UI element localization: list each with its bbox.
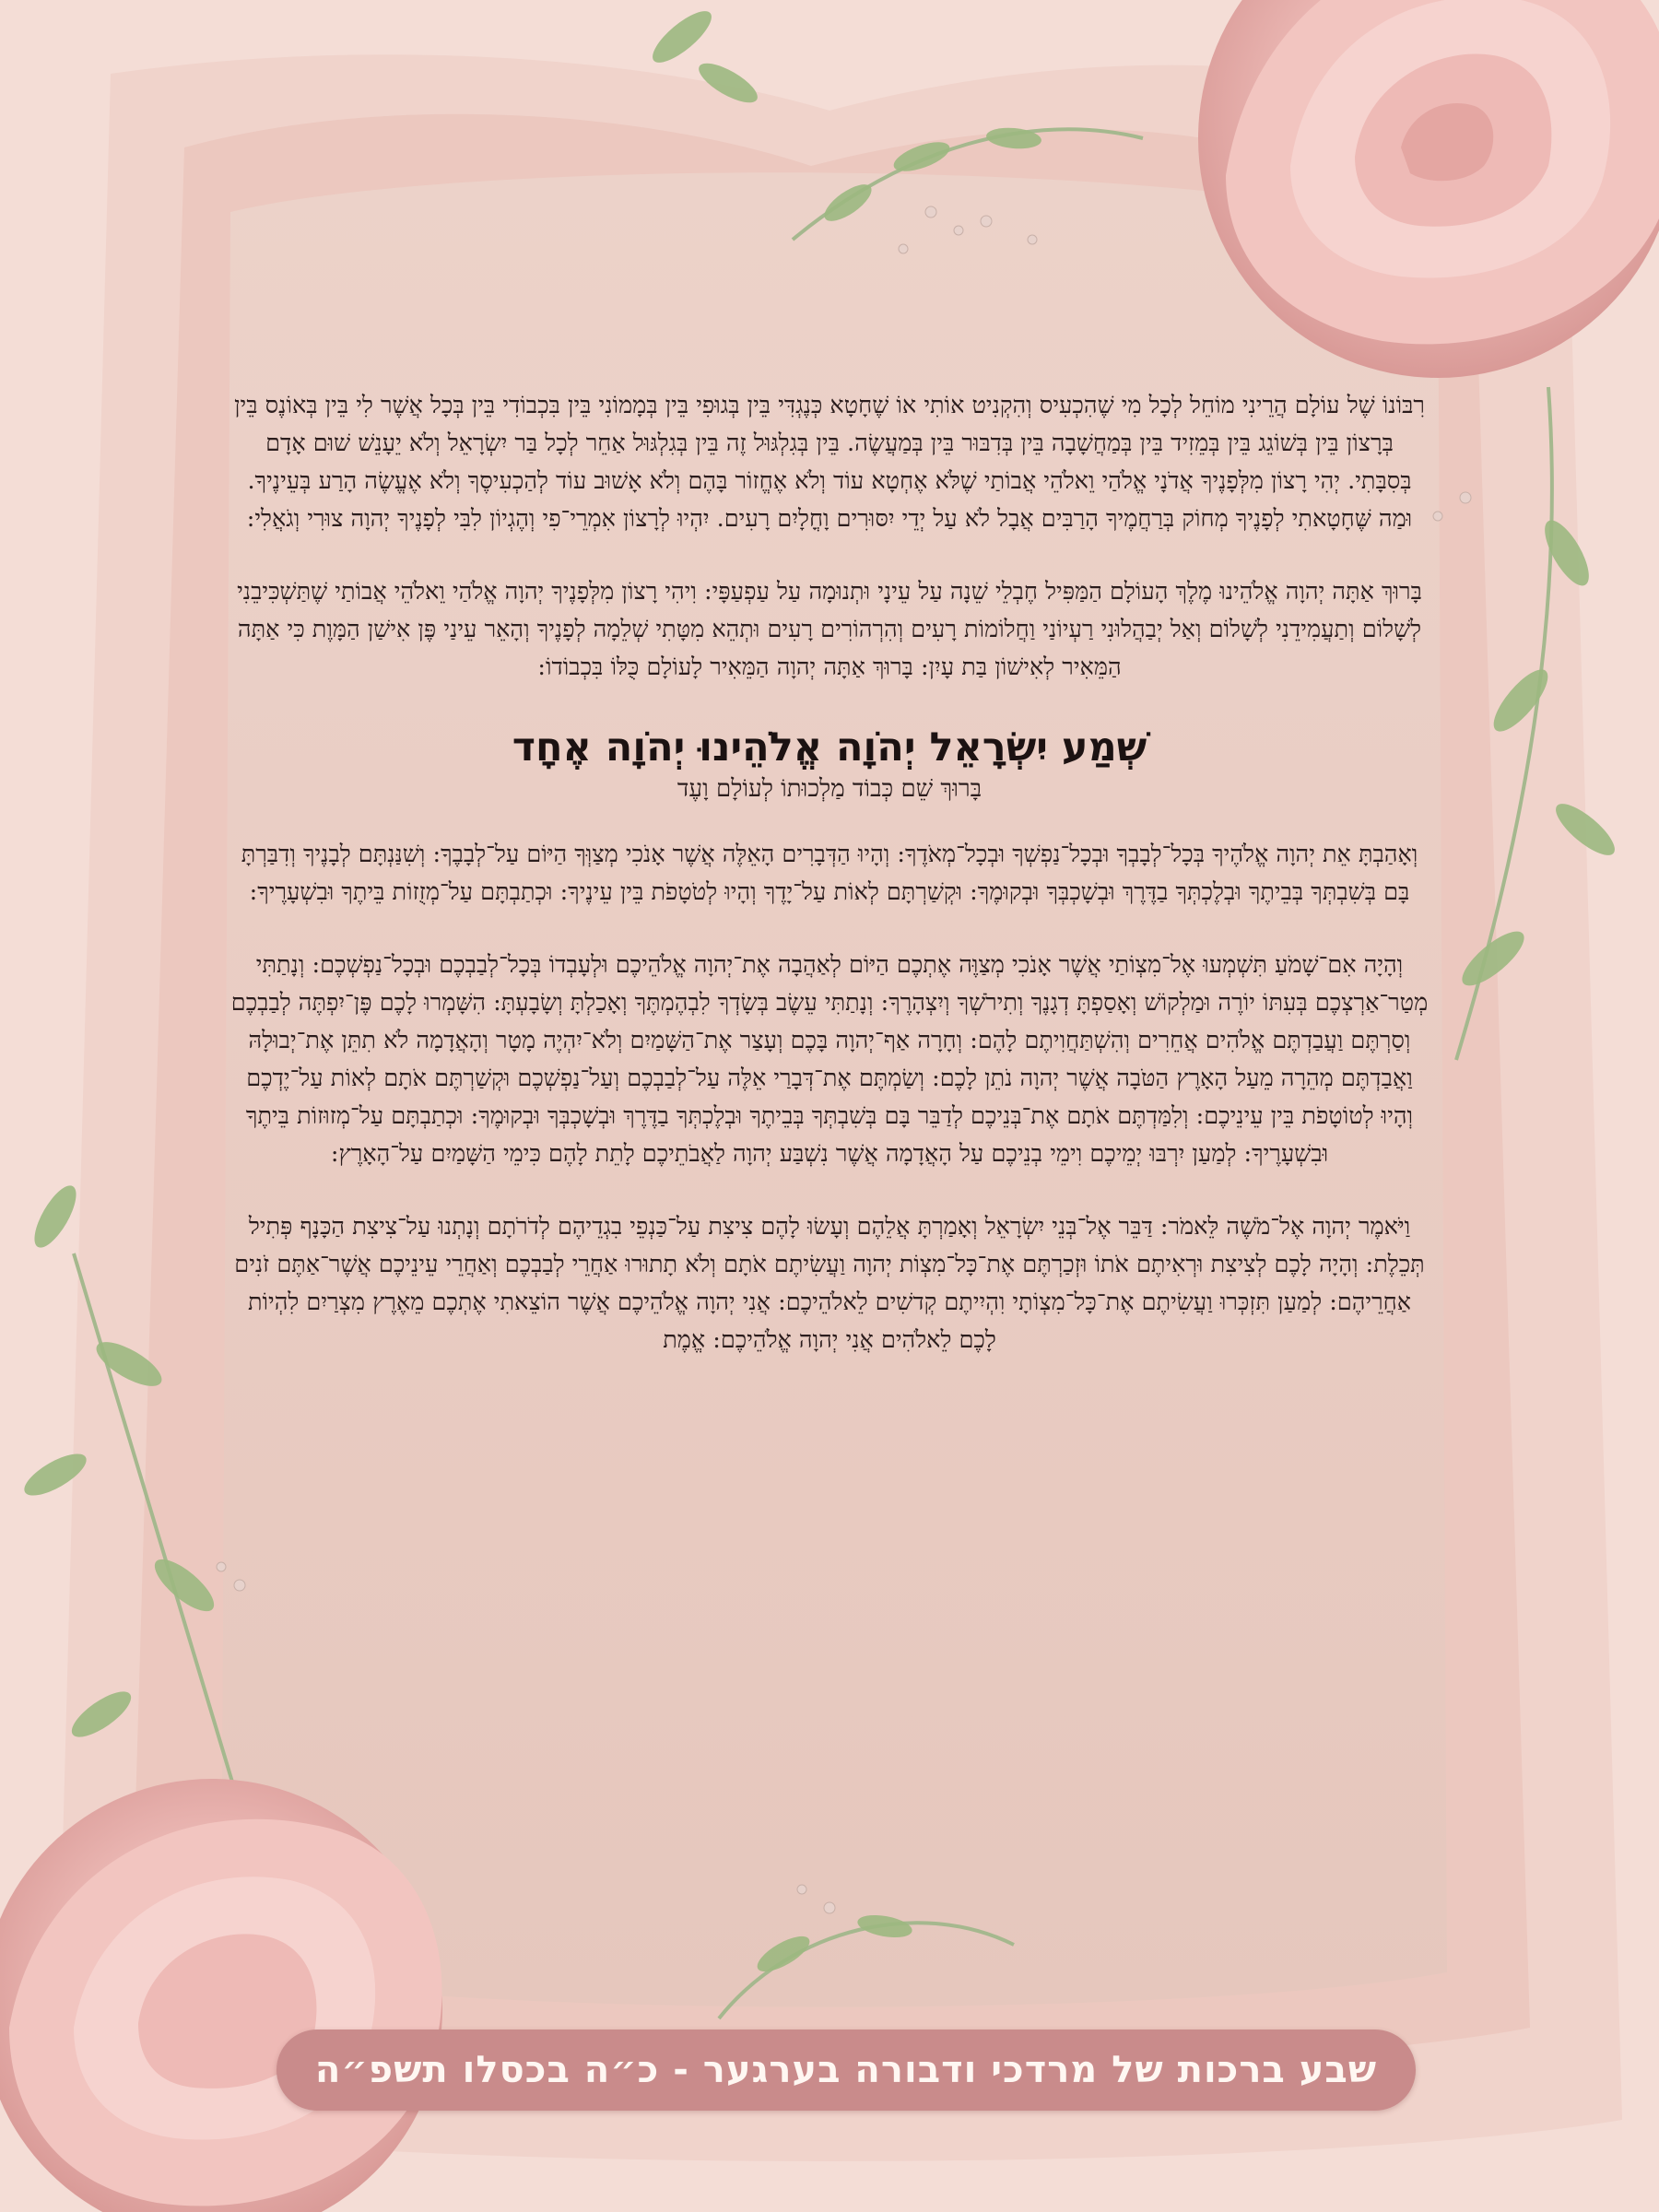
veahavta-paragraph: וְאָהַבְתָּ אֵת יְהוָה אֱלֹהֶיךָ בְּכָל־לְבָבְךָ וּבְכָל־נַפְשְׁךָ וּבְכָל־מְאֹדֶךָ: וְהָיוּ הַדְּבָרִים הָאֵלֶּה אֲשֶׁר אָנֹכִי מְצַוְּךָ הַיּוֹם עַל־לְבָבֶךָ: וְשִׁנַּנְתָּם לְבָנֶיךָ וְדִבַּרְתָּ בָּם בְּשִׁבְתְּךָ בְּבֵיתֶךָ וּבְלֶכְתְּךָ בַדֶּרֶךְ וּבְשָׁכְבְּךָ וּבְקוּמֶךָ: וּקְשַׁרְתָּם לְאוֹת עַל־יָדֶךָ וְהָיוּ לְטֹטָפֹת בֵּין עֵינֶיךָ: וּכְתַבְתָּם עַל־מְזֻזוֹת בֵּיתֶךָ וּבִשְׁעָרֶיךָ: — [241, 841, 1418, 906]
forgiveness-prayer: רִבּוֹנוֹ שֶׁל עוֹלָם הֲרֵינִי מוֹחֵל לְכָל מִי שֶׁהִכְעִיס וְהִקְנִיט אוֹתִי אוֹ שֶׁחָטָא כְּנֶגְדִּי בֵּין בְּגוּפִי בֵּין בְּמָמוֹנִי בֵּין בִּכְבוֹדִי בֵּין בְּכָל אֲשֶׁר לִי בֵּין בְּאוֹנֶס בֵּין בְּרָצוֹן בֵּין בְּשׁוֹגֵג בֵּין בְּמֵזִיד בֵּין בְּמַחֲשָׁבָה בֵּין בְּדִבּוּר בֵּין בְּמַעֲשֶׂה. בֵּין בְּגִלְגּוּל זֶה בֵּין בְּגִלְגּוּל אַחֵר לְכָל בַּר יִשְׂרָאֵל וְלֹא יֵעָנֵשׁ שׁוּם אָדָם בְּסִבָּתִי. יְהִי רָצוֹן מִלְּפָנֶיךָ אֲדֹנָי אֱלֹהַי וֵאלֹהֵי אֲבוֹתַי שֶׁלֹּא אֶחְטָא עוֹד וְלֹא אֶחֱזוֹר בָּהֶם וְלֹא אָשׁוּב עוֹד לְהַכְעִיסֶךָ וְלֹא אֶעֱשֶׂה הָרַע בְּעֵינֶיךָ. וּמַה שֶּׁחָטָאתִי לְפָנֶיךָ מְחוֹק בְּרַחֲמֶיךָ הָרַבִּים אֲבָל לֹא עַל יְדֵי יִסּוּרִים וָחֳלָיִם רָעִים. יִהְיוּ לְרָצוֹן אִמְרֵי־פִי וְהֶגְיוֹן לִבִּי לְפָנֶיךָ יְהוָה צוּרִי וְגֹאֲלִי: — [234, 392, 1425, 533]
vehaya-paragraph: וְהָיָה אִם־שָׁמֹעַ תִּשְׁמְעוּ אֶל־מִצְוֹתַי אֲשֶׁר אָנֹכִי מְצַוֶּה אֶתְכֶם הַיּוֹם לְאַהֲבָה אֶת־יְהוָה אֱלֹהֵיכֶם וּלְעָבְדוֹ בְּכָל־לְבַבְכֶם וּבְכָל־נַפְשְׁכֶם: וְנָתַתִּי מְטַר־אַרְצְכֶם בְּעִתּוֹ יוֹרֶה וּמַלְקוֹשׁ וְאָסַפְתָּ דְגָנֶךָ וְתִירֹשְׁךָ וְיִצְהָרֶךָ: וְנָתַתִּי עֵשֶׂב בְּשָׂדְךָ לִבְהֶמְתֶּךָ וְאָכַלְתָּ וְשָׂבָעְתָּ: הִשָּׁמְרוּ לָכֶם פֶּן־יִפְתֶּה לְבַבְכֶם וְסַרְתֶּם וַעֲבַדְתֶּם אֱלֹהִים אֲחֵרִים וְהִשְׁתַּחֲוִיתֶם לָהֶם: וְחָרָה אַף־יְהוָה בָּכֶם וְעָצַר אֶת־הַשָּׁמַיִם וְלֹא־יִהְיֶה מָטָר וְהָאֲדָמָה לֹא תִתֵּן אֶת־יְבוּלָהּ וַאֲבַדְתֶּם מְהֵרָה מֵעַל הָאָרֶץ הַטֹּבָה אֲשֶׁר יְהוָה נֹתֵן לָכֶם: וְשַׂמְתֶּם אֶת־דְּבָרַי אֵלֶּה עַל־לְבַבְכֶם וְעַל־נַפְשְׁכֶם וּקְשַׁרְתֶּם אֹתָם לְאוֹת עַל־יֶדְכֶם וְהָיוּ לְטוֹטָפֹת בֵּין עֵינֵיכֶם: וְלִמַּדְתֶּם אֹתָם אֶת־בְּנֵיכֶם לְדַבֵּר בָּם בְּשִׁבְתְּךָ בְּבֵיתֶךָ וּבְלֶכְתְּךָ בַדֶּרֶךְ וּבְשָׁכְבְּךָ וּבְקוּמֶךָ: וּכְתַבְתָּם עַל־מְזוּזוֹת בֵּיתֶךָ וּבִשְׁעָרֶיךָ: לְמַעַן יִרְבּוּ יְמֵיכֶם וִימֵי בְנֵיכֶם עַל הָאֲדָמָה אֲשֶׁר נִשְׁבַּע יְהוָה לַאֲבֹתֵיכֶם לָתֵת לָהֶם כִּימֵי הַשָּׁמַיִם עַל־הָאָרֶץ: — [230, 951, 1429, 1168]
vayomer-paragraph: וַיֹּאמֶר יְהוָה אֶל־מֹשֶׁה לֵּאמֹר: דַּבֵּר אֶל־בְּנֵי יִשְׂרָאֵל וְאָמַרְתָּ אֲלֵהֶם וְעָשׂוּ לָהֶם צִיצִת עַל־כַּנְפֵי בִגְדֵיהֶם לְדֹרֹתָם וְנָתְנוּ עַל־צִיצִת הַכָּנָף פְּתִיל תְּכֵלֶת: וְהָיָה לָכֶם לְצִיצִת וּרְאִיתֶם אֹתוֹ וּזְכַרְתֶּם אֶת־כָּל־מִצְוֹת יְהוָה וַעֲשִׂיתֶם אֹתָם וְלֹא תָתוּרוּ אַחֲרֵי לְבַבְכֶם וְאַחֲרֵי עֵינֵיכֶם אֲשֶׁר־אַתֶּם זֹנִים אַחֲרֵיהֶם: לְמַעַן תִּזְכְּרוּ וַעֲשִׂיתֶם אֶת־כָּל־מִצְוֹתָי וִהְיִיתֶם קְדשִׁים לֵאלֹהֵיכֶם: אֲנִי יְהוָה אֱלֹהֵיכֶם אֲשֶׁר הוֹצֵאתִי אֶתְכֶם מֵאֶרֶץ מִצְרַיִם לִהְיוֹת לָכֶם לֵאלֹהִים אֲנִי יְהוָה אֱלֹהֵיכֶם: אֱמֶת — [234, 1213, 1425, 1354]
hamapil-blessing: בָּרוּךְ אַתָּה יְהוָה אֱלֹהֵינוּ מֶלֶךְ הָעוֹלָם הַמַּפִּיל חֶבְלֵי שֵׁנָה עַל עֵינָי וּתְנוּמָה עַל עַפְעַפָּי: וִיהִי רָצוֹן מִלְּפָנֶיךָ יְהוָה אֱלֹהַי וֵאלֹהֵי אֲבוֹתַי שֶׁתַּשְׁכִּיבֵנִי לְשָׁלוֹם וְתַעֲמִידֵנִי לְשָׁלוֹם וְאַל יְבַהֲלוּנִי רַעְיוֹנַי וַחֲלוֹמוֹת רָעִים וְהִרְהוֹרִים רָעִים וּתְהֵא מִטָּתִי שְׁלֵמָה לְפָנֶיךָ וְהָאֵר עֵינַי פֶּן אִישַׁן הַמָּוֶת כִּי אַתָּה הַמֵּאִיר לְאִישׁוֹן בַּת עָיִן: בָּרוּךְ אַתָּה יְהוָה הַמֵּאִיר לָעוֹלָם כֻּלּוֹ בִּכְבוֹדוֹ: — [237, 578, 1422, 681]
dedication-text: שבע ברכות של מרדכי ודבורה בערגער - כ״ה בכסלו תשפ״ה — [314, 2049, 1378, 2091]
shema-title: שְׁמַע יִשְׂרָאֵל יְהֹוָה אֱלֹהֵינוּ יְהֹוָה אֶחָד — [512, 724, 1147, 771]
dedication-banner — [276, 2030, 1416, 2111]
shema-subtitle: בָּרוּךְ שֵׁם כְּבוֹד מַלְכוּתוֹ לְעוֹלָם וָעֶד — [677, 775, 982, 803]
prayer-text-block — [230, 387, 1429, 1972]
